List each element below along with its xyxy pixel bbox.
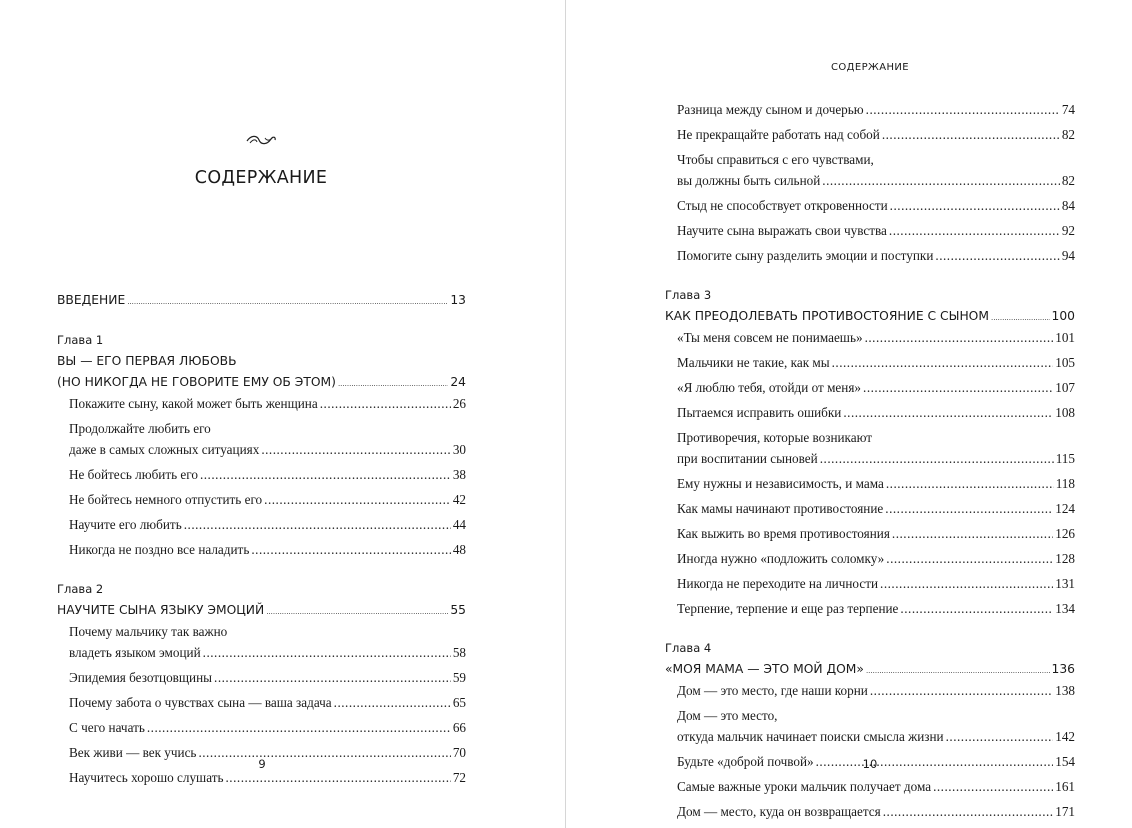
page-number: 134 [1055, 601, 1075, 616]
page-number: 92 [1061, 223, 1075, 238]
entry-title: НАУЧИТЕ СЫНА ЯЗЫКУ ЭМОЦИЙ [57, 603, 265, 617]
toc-entry[interactable] [57, 464, 466, 485]
page-number: 108 [1055, 405, 1075, 420]
toc-entry[interactable] [57, 393, 466, 414]
toc-entry[interactable] [665, 680, 1075, 701]
dot-leader [865, 327, 1054, 348]
entry-title: Не прекращайте работать над собой [677, 127, 880, 142]
dot-leader [127, 290, 448, 313]
dot-leader [184, 514, 451, 535]
toc-entry[interactable] [665, 352, 1075, 373]
toc-entry[interactable] [665, 377, 1075, 398]
page-number: 128 [1055, 551, 1075, 566]
dot-leader [883, 801, 1053, 822]
dot-leader [214, 667, 451, 688]
dot-leader [863, 377, 1053, 398]
dot-leader [933, 776, 1053, 797]
page-number: 48 [452, 542, 466, 557]
page-number: 26 [452, 396, 466, 411]
page-number: 94 [1061, 248, 1075, 263]
right-page [566, 0, 1132, 828]
left-page [0, 0, 565, 828]
toc-left [57, 290, 466, 788]
entry-title: вы должны быть сильной [677, 173, 821, 188]
toc-entry[interactable] [665, 498, 1075, 519]
toc-entry[interactable] [57, 692, 466, 713]
dot-leader [198, 742, 450, 763]
entry-title-line: Дом — это место, [677, 708, 778, 723]
entry-title: Научитесь хорошо слушать [69, 770, 224, 785]
dot-leader [147, 717, 451, 738]
entry-title: даже в самых сложных ситуациях [69, 442, 260, 457]
chapter-label: Глава 2 [57, 582, 104, 596]
chapter-title[interactable]: ВЫ — ЕГО ПЕРВАЯ ЛЮБОВЬ [57, 354, 237, 368]
entry-title: Будьте «доброй почвой» [677, 754, 814, 769]
toc-entry[interactable] [665, 149, 1075, 191]
toc-entry[interactable] [665, 327, 1075, 348]
entry-title-line: Продолжайте любить его [69, 421, 211, 436]
entry-title: Почему забота о чувствах сына — ваша задача [69, 695, 332, 710]
toc-entry[interactable] [57, 418, 466, 460]
toc-entry[interactable] [665, 220, 1075, 241]
entry-title: Научите сына выражать свои чувства [677, 223, 887, 238]
entry-title-line: Чтобы справиться с его чувствами, [677, 152, 874, 167]
dot-leader [200, 464, 451, 485]
dot-leader [320, 393, 451, 414]
toc-entry[interactable] [665, 473, 1075, 494]
page-number: 82 [1061, 173, 1075, 188]
entry-title: Мальчики не такие, как мы [677, 355, 830, 370]
toc-entry[interactable] [57, 621, 466, 663]
entry-title-line: Противоречия, которые возникают [677, 430, 873, 445]
dot-leader [261, 439, 451, 460]
toc-entry[interactable] [665, 598, 1075, 619]
entry-title: «МОЯ МАМА — ЭТО МОЙ ДОМ» [665, 662, 864, 676]
toc-entry[interactable] [57, 514, 466, 535]
page-number-footer: 9 [258, 757, 266, 771]
page-number: 126 [1055, 526, 1075, 541]
entry-title: Эпидемия безотцовщины [69, 670, 213, 685]
page-number: 118 [1055, 476, 1075, 491]
entry-title: Как мамы начинают противостояние [677, 501, 884, 516]
dot-leader [820, 448, 1054, 469]
dot-leader [251, 539, 450, 560]
dot-leader [866, 99, 1060, 120]
dot-leader [991, 306, 1050, 329]
entry-title: Научите его любить [69, 517, 182, 532]
dot-leader [843, 402, 1053, 423]
page-number: 82 [1061, 127, 1075, 142]
dot-leader [334, 692, 451, 713]
entry-title: Не бойтесь немного отпустить его [69, 492, 263, 507]
toc-entry[interactable] [665, 776, 1075, 797]
entry-title: Иногда нужно «подложить соломку» [677, 551, 885, 566]
entry-title: (НО НИКОГДА НЕ ГОВОРИТЕ ЕМУ ОБ ЭТОМ) [57, 375, 336, 389]
dot-leader [886, 548, 1053, 569]
toc-entry[interactable] [665, 124, 1075, 145]
page-number: 101 [1055, 330, 1075, 345]
toc-entry[interactable] [665, 705, 1075, 747]
page-number: 100 [1051, 309, 1075, 323]
toc-entry[interactable] [665, 523, 1075, 544]
dot-leader [885, 498, 1053, 519]
dot-leader [946, 726, 1054, 747]
chapter-title[interactable] [665, 659, 1075, 680]
page-number: 171 [1055, 804, 1075, 819]
toc-entry[interactable] [57, 717, 466, 738]
page-number: 38 [452, 467, 466, 482]
entry-title: «Ты меня совсем не понимаешь» [677, 330, 863, 345]
page-number: 55 [450, 603, 466, 617]
toc-entry[interactable] [665, 195, 1075, 216]
chapter-title[interactable] [665, 306, 1075, 327]
dot-leader [890, 195, 1060, 216]
page-number: 74 [1061, 102, 1075, 117]
entry-title: ВВЕДЕНИЕ [57, 293, 126, 307]
page-number: 65 [452, 695, 466, 710]
entry-title: Никогда не поздно все наладить [69, 542, 250, 557]
chapter-label: Глава 4 [665, 641, 712, 655]
entry-title: Век живи — век учись [69, 745, 197, 760]
toc-entry[interactable] [665, 427, 1075, 469]
entry-title: Ему нужны и независимость, и мама [677, 476, 884, 491]
page-number: 66 [452, 720, 466, 735]
dot-leader [880, 573, 1053, 594]
page-number: 105 [1055, 355, 1075, 370]
page-number: 138 [1055, 683, 1075, 698]
entry-title: С чего начать [69, 720, 145, 735]
entry-title: Разница между сыном и дочерью [677, 102, 864, 117]
dot-leader [866, 659, 1050, 682]
entry-title: Пытаемся исправить ошибки [677, 405, 842, 420]
entry-title: Помогите сыну разделить эмоции и поступки [677, 248, 934, 263]
toc-entry[interactable] [665, 573, 1075, 594]
page-number: 154 [1055, 754, 1075, 769]
page-title: СОДЕРЖАНИЕ [194, 168, 328, 188]
page-number: 107 [1055, 380, 1075, 395]
page-number: 84 [1061, 198, 1075, 213]
dot-leader [822, 170, 1060, 191]
entry-title: владеть языком эмоций [69, 645, 201, 660]
page-number: 131 [1055, 576, 1075, 591]
page-number: 142 [1055, 729, 1075, 744]
toc-entry[interactable] [57, 667, 466, 688]
entry-title: Дом — место, куда он возвращается [677, 804, 881, 819]
page-number: 44 [452, 517, 466, 532]
dot-leader [870, 680, 1053, 701]
dot-leader [889, 220, 1060, 241]
dot-leader [338, 372, 448, 395]
dot-leader [900, 598, 1053, 619]
toc-entry-intro[interactable] [57, 290, 466, 311]
dot-leader [832, 352, 1054, 373]
dot-leader [892, 523, 1053, 544]
entry-title: «Я люблю тебя, отойди от меня» [677, 380, 862, 395]
page-number: 72 [452, 770, 466, 785]
chapter-title[interactable] [57, 600, 466, 621]
dot-leader [266, 600, 448, 623]
page-number: 136 [1051, 662, 1075, 676]
page-number: 30 [452, 442, 466, 457]
page-number: 58 [452, 645, 466, 660]
page-number-footer: 10 [862, 757, 878, 771]
dot-leader [264, 489, 451, 510]
chapter-label: Глава 1 [57, 333, 104, 347]
page-number: 13 [450, 293, 466, 307]
dot-leader [882, 124, 1060, 145]
toc-entry[interactable] [665, 548, 1075, 569]
ornament-icon [244, 132, 278, 148]
dot-leader [935, 245, 1059, 266]
entry-title: Никогда не переходите на личности [677, 576, 879, 591]
chapter-title[interactable] [57, 372, 466, 393]
entry-title: откуда мальчик начинает поиски смысла жизни [677, 729, 944, 744]
entry-title: Дом — это место, где наши корни [677, 683, 868, 698]
page-number: 59 [452, 670, 466, 685]
page-number: 124 [1055, 501, 1075, 516]
toc-entry[interactable] [665, 801, 1075, 822]
toc-entry[interactable] [57, 539, 466, 560]
chapter-label: Глава 3 [665, 288, 712, 302]
entry-title: Стыд не способствует откровенности [677, 198, 888, 213]
entry-title: КАК ПРЕОДОЛЕВАТЬ ПРОТИВОСТОЯНИЕ С СЫНОМ [665, 309, 989, 323]
page-number: 70 [452, 745, 466, 760]
toc-entry[interactable] [665, 245, 1075, 266]
toc-entry[interactable] [665, 99, 1075, 120]
dot-leader [203, 642, 451, 663]
page-number: 24 [450, 375, 466, 389]
entry-title: Покажите сыну, какой может быть женщина [69, 396, 318, 411]
running-head: СОДЕРЖАНИЕ [831, 62, 909, 73]
entry-title: Терпение, терпение и еще раз терпение [677, 601, 899, 616]
page-number: 161 [1055, 779, 1075, 794]
page-number: 42 [452, 492, 466, 507]
entry-title: при воспитании сыновей [677, 451, 818, 466]
entry-title: Как выжить во время противостояния [677, 526, 890, 541]
entry-title: Не бойтесь любить его [69, 467, 198, 482]
entry-title-line: Почему мальчику так важно [69, 624, 228, 639]
dot-leader [886, 473, 1054, 494]
page-number: 115 [1055, 451, 1075, 466]
toc-right [665, 99, 1075, 822]
toc-entry[interactable] [57, 489, 466, 510]
toc-entry[interactable] [665, 402, 1075, 423]
entry-title: Самые важные уроки мальчик получает дома [677, 779, 932, 794]
